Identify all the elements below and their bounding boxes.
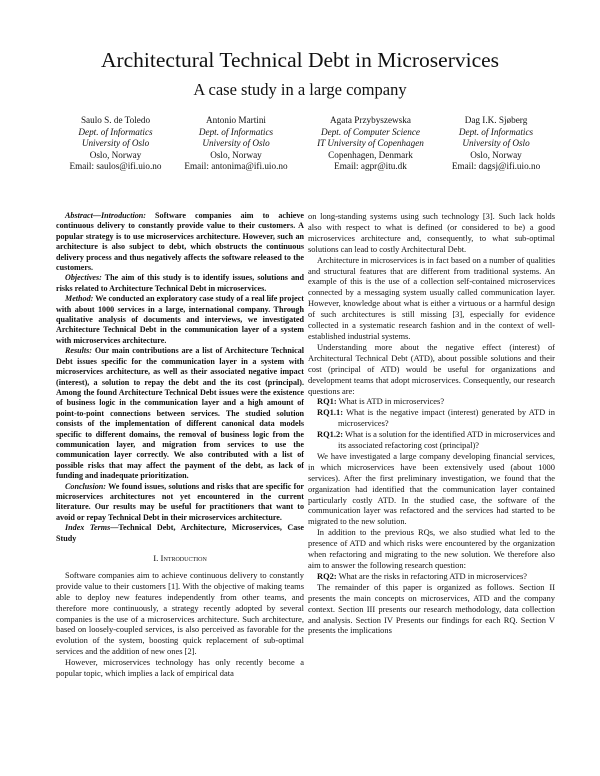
- abstract-conclusion: [56, 482, 304, 524]
- author-3: [303, 115, 438, 173]
- author-university: IT University of Copenhagen: [317, 138, 424, 149]
- author-name: Agata Przybyszewska: [330, 115, 411, 125]
- author-name: Antonio Martini: [206, 115, 266, 125]
- author-4: [440, 115, 552, 173]
- abstract: [56, 211, 304, 544]
- author-name: Saulo S. de Toledo: [80, 115, 151, 125]
- rq-label: RQ1.2:: [317, 429, 344, 440]
- abstract-method: [56, 294, 304, 346]
- rq-text: What is the negative impact (interest) generated by ATD in microservices?: [338, 407, 555, 429]
- author-location: Copenhagen, Denmark: [328, 149, 413, 160]
- abstract-intro: [56, 211, 304, 273]
- abstract-label: Abstract—Introduction:: [65, 211, 146, 220]
- method-text: We conducted an exploratory case study of a real life project with about 1000 services in a large, international company. Through qualitative analysis of documents and interviews, we investigated Architecture Technical Debt in the communication layer of a system with microservices architecture.: [56, 294, 304, 345]
- author-location: Oslo, Norway: [210, 149, 262, 160]
- abstract-intro-text: Software companies aim to achieve continuous delivery to constantly provide value to their customers. A popular strategy is to use microservices architecture. However, such an architecture is also subject to debt, which obstructs the continuous delivery process and thus negatively affects the software released to the customers.: [56, 211, 304, 273]
- paragraph: We have investigated a large company developing financial services, in which microservices have been extensively used (about 1000 services). After the first preliminary investigation, we found that the organization had identified that the communication layer contained particularly costly ATD. In the studied case, the software of the communication layer was refactored and the services had started to be migrated to the new solution.: [308, 450, 555, 527]
- objectives-label: Objectives:: [65, 273, 102, 283]
- rq-label: RQ2:: [317, 570, 337, 581]
- paragraph: Architecture in microservices is in fact based on a number of qualities and structural features that are different from traditional systems. An example of this is the use of a collection self-contained microservices connected by a messaging system usually called communication layer. However, knowledge about what is either a virtuous or a harmful design of such architectures is still missing [3], especially for evidence collected in a systematic research fashion and in the context of well-established industrial systems.: [308, 254, 555, 341]
- author-university: University of Oslo: [81, 138, 150, 149]
- section-heading: I. Introduction: [153, 553, 207, 563]
- author-dept: Dept. of Informatics: [198, 126, 274, 137]
- author-2: [176, 115, 296, 173]
- paragraph: on long-standing systems using such technology [3]. Such lack holds also with respect to what is defined (or considered to be) a good microservices architecture and, consequently, to what sub-optimal solutions can lead to costly Architectural Debt.: [308, 211, 555, 254]
- method-label: Method:: [65, 294, 94, 304]
- abstract-results: [56, 346, 304, 481]
- research-question-2: [308, 571, 555, 582]
- author-university: University of Oslo: [202, 138, 270, 149]
- paper-subtitle: A case study in a large company: [193, 80, 407, 99]
- rq-text: What are the risks in refactoring ATD in microservices?: [336, 570, 528, 581]
- author-email: Email: saulos@ifi.uio.no: [69, 161, 162, 172]
- conclusion-text: We found issues, solutions and risks that are specific for microservices architectures not yet encountered in the current literature. Our results may be useful for practitioners that want to avoid or repay Technical Debt in their microservices architecture.: [56, 481, 304, 522]
- author-location: Oslo, Norway: [89, 149, 142, 160]
- author-location: Oslo, Norway: [470, 149, 522, 160]
- rq-text: What is a solution for the identified ATD in microservices and its associated refactoring cost (principal)?: [338, 429, 555, 451]
- author-university: University of Oslo: [462, 138, 530, 149]
- author-dept: Dept. of Informatics: [458, 126, 534, 137]
- author-1: [58, 115, 173, 173]
- author-dept: Dept. of Computer Science: [321, 126, 420, 137]
- results-label: Results:: [65, 346, 92, 356]
- right-column: [308, 211, 555, 636]
- author-email: Email: agpr@itu.dk: [334, 161, 407, 172]
- rq-text: What is ATD in microservices?: [336, 396, 445, 407]
- results-text: Our main contributions are a list of Architecture Technical Debt issues specific for the communication layer in a system with microservices architecture, as well as their associated negative impact (interest), a solution to repay the debt and the its cost (principal). Among the found Architecture Technical Debt issues were the existence of business logic in the communication layer and a high amount of point-to-point connections between services. The studied solution consists of the implementation of different canonical data models specific to different domains, the removal of business logic from the communication layer, and migration from services to use the communication layer correctly. We also contributed with a list of possible risks that may affect the payment of the debt, as lack of funding and inadequate prioritization.: [56, 346, 304, 481]
- introduction-section: [56, 553, 304, 679]
- index-terms: [56, 523, 304, 544]
- author-name: Dag I.K. Sjøberg: [464, 115, 528, 125]
- author-block: [58, 115, 548, 180]
- abstract-objectives: [56, 273, 304, 294]
- research-question-1: [308, 396, 555, 407]
- index-terms-text: —Technical Debt, Architecture, Microservices, Case Study: [56, 523, 304, 543]
- conclusion-label: Conclusion:: [65, 481, 106, 491]
- paragraph: The remainder of this paper is organized as follows. Section II presents the main concepts on microservices, ATD and the company context. Section III presents our research methodology, data collection and analysis. Section IV Presents our findings for each RQ. Section V presents the implications: [308, 581, 555, 636]
- paragraph: Software companies aim to achieve continuous delivery to constantly provide value to their customers [1]. With the objective of making teams able to deploy new features independently from other teams, and therefore more continuously, a strategy recently adopted by several companies is the use of a microservices architecture. Such architecture, based on loosely-coupled services, is also perceived as favorable for the evolution of the system, boosting quick replacement of sub-optimal services and the addition of new ones [2].: [56, 569, 304, 657]
- author-email: Email: antonima@ifi.uio.no: [184, 161, 288, 172]
- objectives-text: The aim of this study is to identify issues, solutions and risks related to Architecture Technical Debt in microservices.: [56, 273, 304, 293]
- author-email: Email: dagsj@ifi.uio.no: [451, 161, 541, 172]
- paragraph: However, microservices technology has only recently become a popular topic, which implies a lack of empirical data: [56, 657, 304, 679]
- paper-title: Architectural Technical Debt in Microservices: [100, 48, 500, 72]
- paragraph: Understanding more about the negative effect (interest) of Architectural Technical Debt (ATD), about possible solutions and their cost (principal of ATD) would be useful for organizations and development teams that adopt microservices. Consequently, our research questions are:: [308, 341, 555, 396]
- rq-label: RQ1.1:: [317, 407, 344, 418]
- paragraph: In addition to the previous RQs, we also studied what led to the presence of ATD and which risks were encountered by the organization when refactoring and migrating to the new solution. We therefore also aim to answer the following research question:: [308, 527, 555, 570]
- left-column: [56, 211, 304, 679]
- research-question-1-1: [308, 407, 555, 429]
- author-dept: Dept. of Informatics: [78, 126, 153, 137]
- research-question-1-2: [308, 429, 555, 451]
- rq-label: RQ1:: [317, 396, 337, 407]
- index-terms-label: Index Terms: [65, 523, 111, 533]
